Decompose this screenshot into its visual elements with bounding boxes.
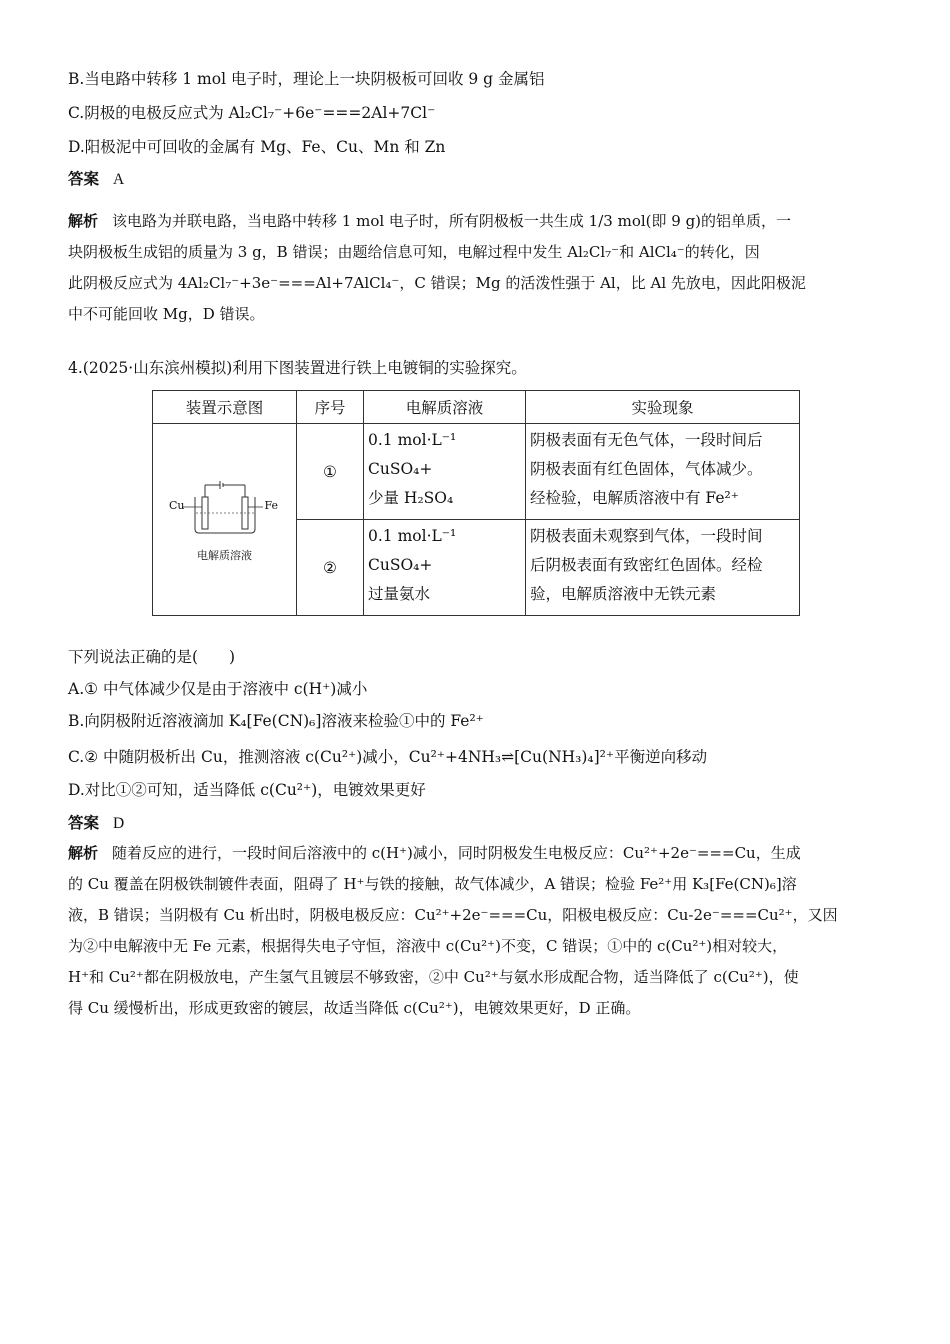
apparatus-diagram	[153, 424, 297, 616]
answer-value: A	[113, 171, 125, 188]
question-4: 4.(2025·山东滨州模拟)利用下图装置进行铁上电镀铜的实验探究。	[68, 359, 527, 377]
solution-line: 少量 H₂SO₄	[368, 489, 454, 507]
phenomenon-line: 经检验，电解质溶液中有 Fe²⁺	[530, 489, 739, 507]
solution-line: 过量氨水	[368, 585, 431, 603]
option-4b: B.向阴极附近溶液滴加 K₄[Fe(CN)₆]溶液来检验①中的 Fe²⁺	[68, 712, 484, 730]
analysis-1	[68, 206, 880, 330]
solution-line: 0.1 mol·L⁻¹ CuSO₄+	[368, 431, 457, 478]
table-header: 电解质溶液	[364, 391, 526, 424]
answer-1	[68, 168, 124, 191]
analysis-line	[68, 206, 880, 237]
option-c: C.阴极的电极反应式为 Al₂Cl₇⁻+6e⁻===2Al+7Cl⁻	[68, 104, 436, 122]
solution-cell	[364, 520, 526, 616]
analysis-line: 此阴极反应式为 4Al₂Cl₇⁻+3e⁻===Al+7AlCl₄⁻，C 错误；Mg 的活泼性强于 Al，比 Al 先放电，因此阳极泥	[68, 274, 806, 292]
phenomenon-line: 阴极表面有无色气体，一段时间后	[530, 431, 763, 449]
table-header: 序号	[297, 391, 364, 424]
answer-label: 答案	[68, 813, 100, 832]
experiment-table	[152, 390, 800, 616]
analysis-line: 液，B 错误；当阴极有 Cu 析出时，阴极电极反应：Cu²⁺+2e⁻===Cu，阳极电极反应：Cu-2e⁻===Cu²⁺，又因	[68, 906, 838, 924]
analysis-label: 解析	[68, 212, 99, 230]
phenomenon-line: 阴极表面未观察到气体，一段时间	[530, 527, 763, 545]
answer-label: 答案	[68, 169, 100, 188]
row-number: ②	[297, 520, 364, 616]
analysis-line: 块阴极板生成铝的质量为 3 g，B 错误；由题给信息可知，电解过程中发生 Al₂Cl₇⁻和 AlCl₄⁻的转化，因	[68, 243, 760, 261]
answer-2	[68, 812, 124, 835]
analysis-line: 中不可能回收 Mg，D 错误。	[68, 305, 265, 323]
analysis-text: 该电路为并联电路，当电路中转移 1 mol 电子时，所有阴极板一共生成 1/3 mol(即 9 g)的铝单质，一	[112, 212, 792, 230]
fe-label: Fe	[264, 498, 278, 512]
analysis-2	[68, 838, 880, 1024]
analysis-line: 为②中电解液中无 Fe 元素，根据得失电子守恒，溶液中 c(Cu²⁺)不变，C 错误；①中的 c(Cu²⁺)相对较大，	[68, 937, 788, 955]
electroplating-diagram	[165, 477, 285, 547]
table-header: 装置示意图	[153, 391, 297, 424]
option-b: B.当电路中转移 1 mol 电子时，理论上一块阴极板可回收 9 g 金属铝	[68, 70, 545, 88]
answer-value: D	[113, 815, 125, 832]
cu-label: Cu	[169, 498, 185, 512]
phenomenon-cell	[526, 520, 800, 616]
analysis-line: H⁺和 Cu²⁺都在阴极放电，产生氢气且镀层不够致密，②中 Cu²⁺与氨水形成配合物，适当降低了 c(Cu²⁺)，使	[68, 968, 799, 986]
option-4c: C.② 中随阴极析出 Cu，推测溶液 c(Cu²⁺)减小，Cu²⁺+4NH₃⇌[Cu(NH₃)₄]²⁺平衡逆向移动	[68, 748, 708, 766]
analysis-label: 解析	[68, 844, 99, 862]
analysis-text: 随着反应的进行，一段时间后溶液中的 c(H⁺)减小，同时阴极发生电极反应：Cu²⁺+2e⁻===Cu，生成	[112, 844, 801, 862]
diagram-caption: 电解质溶液	[197, 548, 252, 562]
phenomenon-line: 后阴极表面有致密红色固体。经检	[530, 556, 763, 574]
question-stem: 下列说法正确的是( )	[68, 648, 236, 666]
table-header: 实验现象	[526, 391, 800, 424]
option-4d: D.对比①②可知，适当降低 c(Cu²⁺)，电镀效果更好	[68, 781, 426, 799]
phenomenon-line: 阴极表面有红色固体，气体减少。	[530, 460, 763, 478]
analysis-line	[68, 838, 880, 869]
analysis-line: 得 Cu 缓慢析出，形成更致密的镀层，故适当降低 c(Cu²⁺)，电镀效果更好，D 正确。	[68, 999, 641, 1017]
phenomenon-cell	[526, 424, 800, 520]
solution-cell	[364, 424, 526, 520]
option-d: D.阳极泥中可回收的金属有 Mg、Fe、Cu、Mn 和 Zn	[68, 138, 446, 156]
analysis-line: 的 Cu 覆盖在阴极铁制镀件表面，阻碍了 H⁺与铁的接触，故气体减少，A 错误；检验 Fe²⁺用 K₃[Fe(CN)₆]溶	[68, 875, 797, 893]
row-number: ①	[297, 424, 364, 520]
solution-line: 0.1 mol·L⁻¹ CuSO₄+	[368, 527, 457, 574]
phenomenon-line: 验，电解质溶液中无铁元素	[530, 585, 717, 603]
option-4a: A.① 中气体减少仅是由于溶液中 c(H⁺)减小	[68, 680, 368, 698]
